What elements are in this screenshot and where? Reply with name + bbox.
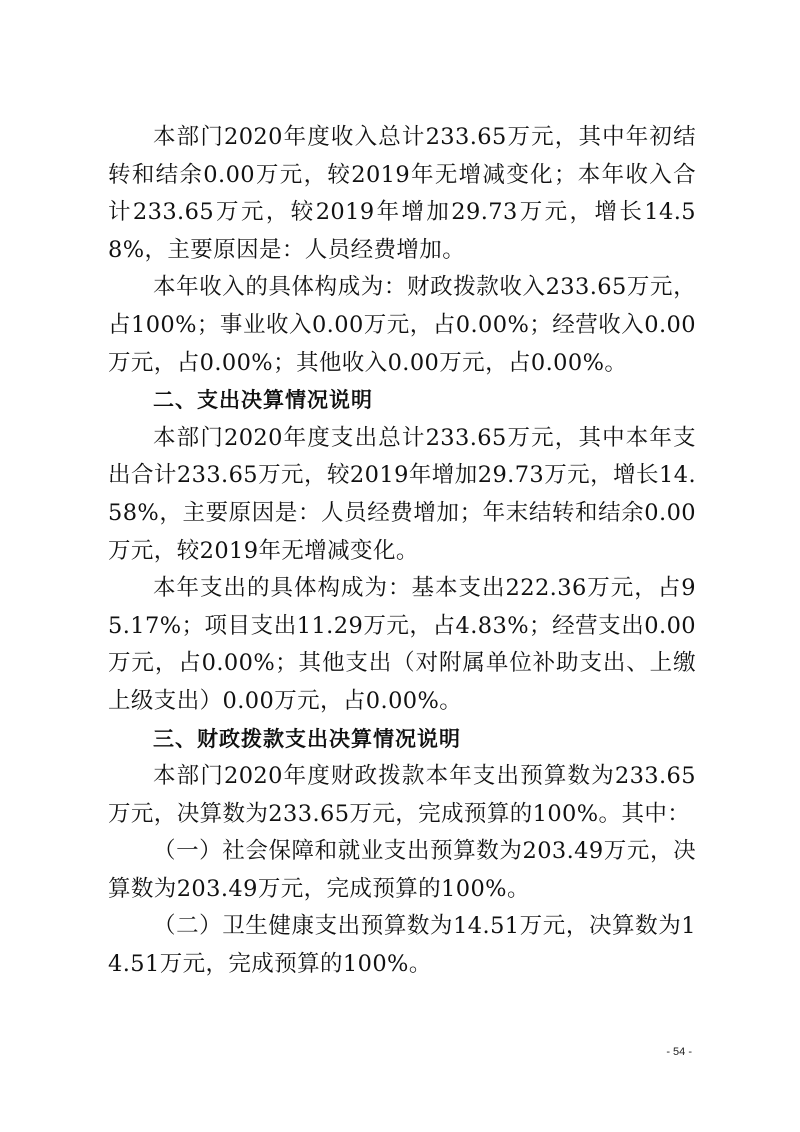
paragraph-expenditure-total: 本部门2020年度支出总计233.65万元，其中本年支出合计233.65万元，较2019年增加29.73万元，增长14.58%，主要原因是：人员经费增加；年末结转和结余0.00万元，较2019年无增减变化。 <box>108 424 696 564</box>
paragraph-income-total: 本部门2020年度收入总计233.65万元，其中年初结转和结余0.00万元，较2019年无增减变化；本年收入合计233.65万元，较2019年增加29.73万元，增长14.58%，主要原因是：人员经费增加。 <box>108 124 696 263</box>
paragraph-expenditure-composition: 本年支出的具体构成为：基本支出222.36万元，占95.17%；项目支出11.29万元，占4.83%；经营支出0.00万元，占0.00%；其他支出（对附属单位补助支出、上缴上级支出）0.00万元，占0.00%。 <box>108 575 696 714</box>
section-heading-expenditure: 二、支出决算情况说明 <box>153 388 373 413</box>
paragraph-fiscal-appropriation: 本部门2020年度财政拨款本年支出预算数为233.65万元，决算数为233.65万元，完成预算的100%。其中： <box>108 763 696 827</box>
paragraph-social-security: （一）社会保障和就业支出预算数为203.49万元，决算数为203.49万元，完成预算的100%。 <box>108 838 696 902</box>
page-number: - 54 - <box>666 1046 692 1058</box>
document-body <box>108 119 696 984</box>
section-heading-fiscal-appropriation: 三、财政拨款支出决算情况说明 <box>153 726 461 751</box>
paragraph-health: （二）卫生健康支出预算数为14.51万元，决算数为14.51万元，完成预算的100%。 <box>108 913 696 978</box>
paragraph-income-composition: 本年收入的具体构成为：财政拨款收入233.65万元，占100%；事业收入0.00万元，占0.00%；经营收入0.00万元，占0.00%；其他收入0.00万元，占0.00%。 <box>108 274 696 376</box>
